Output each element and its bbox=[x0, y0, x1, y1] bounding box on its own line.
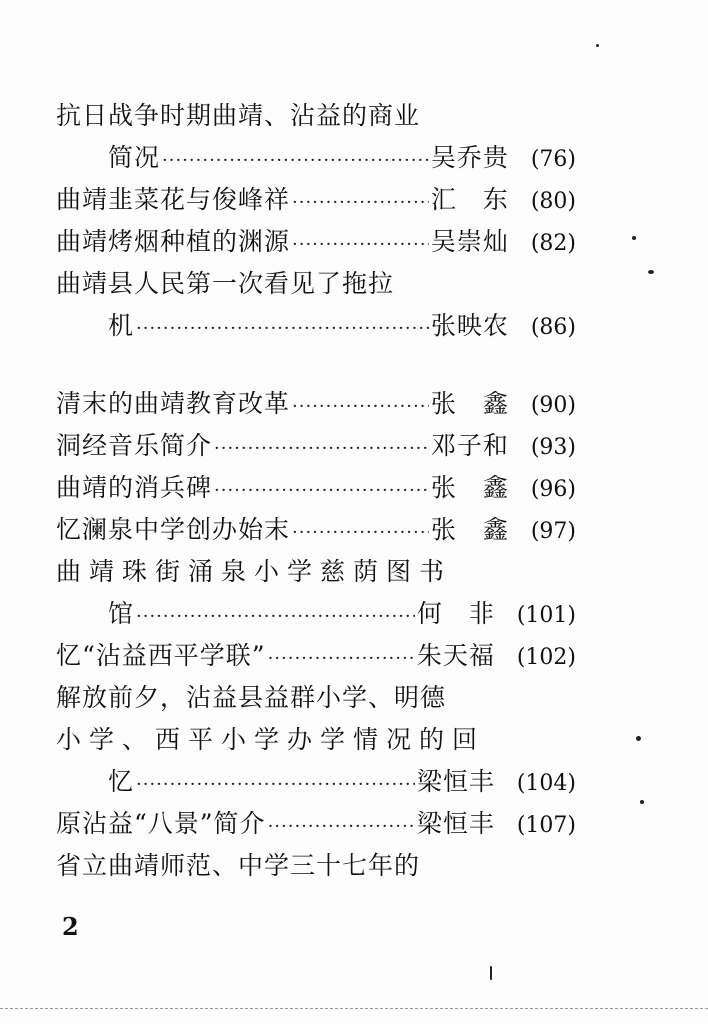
toc-entry-author: 汇 东 bbox=[430, 185, 509, 214]
toc-entry bbox=[56, 268, 394, 300]
toc-entry bbox=[56, 556, 452, 588]
toc-entry-title: 抗日战争时期曲靖、沾益的商业 bbox=[56, 101, 421, 130]
toc-entry-author: 吴崇灿 bbox=[430, 227, 509, 256]
toc-entry-page: (80) bbox=[530, 189, 576, 214]
toc-entry-title: 机 bbox=[108, 311, 135, 340]
toc-entry-title: 忆 bbox=[108, 767, 135, 796]
toc-entry bbox=[56, 514, 576, 549]
toc-entry-author: 邓子和 bbox=[430, 431, 509, 460]
toc-entry-title: 原沾益“八景”简介 bbox=[56, 809, 266, 838]
dot-leader bbox=[162, 145, 429, 177]
scan-speck bbox=[648, 270, 654, 274]
dot-leader bbox=[136, 313, 429, 345]
toc-entry-page: (97) bbox=[530, 519, 576, 544]
toc-entry-author: 何 非 bbox=[416, 599, 495, 628]
toc-entry-author: 朱天福 bbox=[416, 641, 495, 670]
toc-entry-title: 曲靖的消兵碑 bbox=[56, 473, 213, 502]
toc-entry-title: 曲靖县人民第一次看见了拖拉 bbox=[56, 269, 395, 298]
toc-entry-page: (96) bbox=[530, 477, 576, 502]
toc-entry-page: (90) bbox=[530, 393, 576, 418]
toc-entry bbox=[56, 850, 420, 882]
toc-entry-author: 张 鑫 bbox=[430, 473, 509, 502]
toc-entry bbox=[56, 226, 576, 261]
toc-entry bbox=[56, 724, 485, 756]
toc-entry bbox=[108, 766, 576, 801]
toc-entry bbox=[56, 640, 576, 675]
toc-entry-page: (102) bbox=[516, 645, 576, 670]
toc-entry bbox=[56, 682, 446, 714]
toc-entry-page: (93) bbox=[530, 435, 576, 460]
dot-leader bbox=[214, 433, 429, 465]
toc-entry bbox=[108, 598, 576, 633]
toc-entry-page: (107) bbox=[516, 813, 576, 838]
toc-entry-title: 忆澜泉中学创办始末 bbox=[56, 515, 291, 544]
dot-leader bbox=[136, 601, 415, 633]
toc-entry-title: 小学、西平小学办学情况的回 bbox=[56, 725, 486, 754]
dot-leader bbox=[268, 643, 415, 675]
toc-entry bbox=[56, 100, 420, 132]
dot-leader bbox=[292, 229, 429, 261]
toc-entry-page: (82) bbox=[530, 231, 576, 256]
dot-leader bbox=[214, 475, 429, 507]
toc-entry-author: 吴乔贵 bbox=[430, 143, 509, 172]
toc-entry-author: 张映农 bbox=[430, 311, 509, 340]
toc-entry-page: (76) bbox=[530, 147, 576, 172]
toc-entry-title: 省立曲靖师范、中学三十七年的 bbox=[56, 851, 421, 880]
toc-entry-title: 忆“沾益西平学联” bbox=[56, 641, 266, 670]
toc-entry-title: 洞经音乐简介 bbox=[56, 431, 213, 460]
toc-entry-title: 清末的曲靖教育改革 bbox=[56, 389, 291, 418]
toc-entry bbox=[56, 184, 576, 219]
toc-entry-title: 曲靖烤烟种植的渊源 bbox=[56, 227, 291, 256]
toc-entry bbox=[56, 388, 576, 423]
toc-entry-page: (86) bbox=[530, 315, 576, 340]
scan-speck bbox=[636, 736, 641, 741]
dot-leader bbox=[136, 769, 415, 801]
scan-speck bbox=[640, 800, 644, 804]
toc-entry-page: (104) bbox=[516, 771, 576, 796]
toc-entry-page: (101) bbox=[516, 603, 576, 628]
toc-entry bbox=[56, 430, 576, 465]
dot-leader bbox=[292, 391, 429, 423]
scan-speck bbox=[632, 236, 636, 240]
dot-leader bbox=[268, 811, 415, 843]
toc-entry-title: 曲靖珠街涌泉小学慈荫图书 bbox=[56, 557, 453, 586]
toc-entry-author: 张 鑫 bbox=[430, 389, 509, 418]
toc-entry-title: 曲靖韭菜花与俊峰祥 bbox=[56, 185, 291, 214]
page-edge-line bbox=[0, 1008, 708, 1009]
toc-entry-title: 馆 bbox=[108, 599, 135, 628]
page-number: 2 bbox=[62, 912, 79, 941]
scan-speck bbox=[596, 44, 599, 47]
toc-entry-author: 梁恒丰 bbox=[416, 809, 495, 838]
toc-entry bbox=[56, 472, 576, 507]
toc-entry bbox=[108, 142, 576, 177]
toc-entry-title: 简况 bbox=[108, 143, 161, 172]
toc-entry-author: 张 鑫 bbox=[430, 515, 509, 544]
scan-speck bbox=[490, 966, 492, 980]
toc-entry bbox=[56, 808, 576, 843]
toc-entry-author: 梁恒丰 bbox=[416, 767, 495, 796]
toc-entry-title: 解放前夕，沾益县益群小学、明德 bbox=[56, 683, 447, 712]
dot-leader bbox=[292, 517, 429, 549]
toc-entry bbox=[108, 310, 576, 345]
dot-leader bbox=[292, 187, 429, 219]
